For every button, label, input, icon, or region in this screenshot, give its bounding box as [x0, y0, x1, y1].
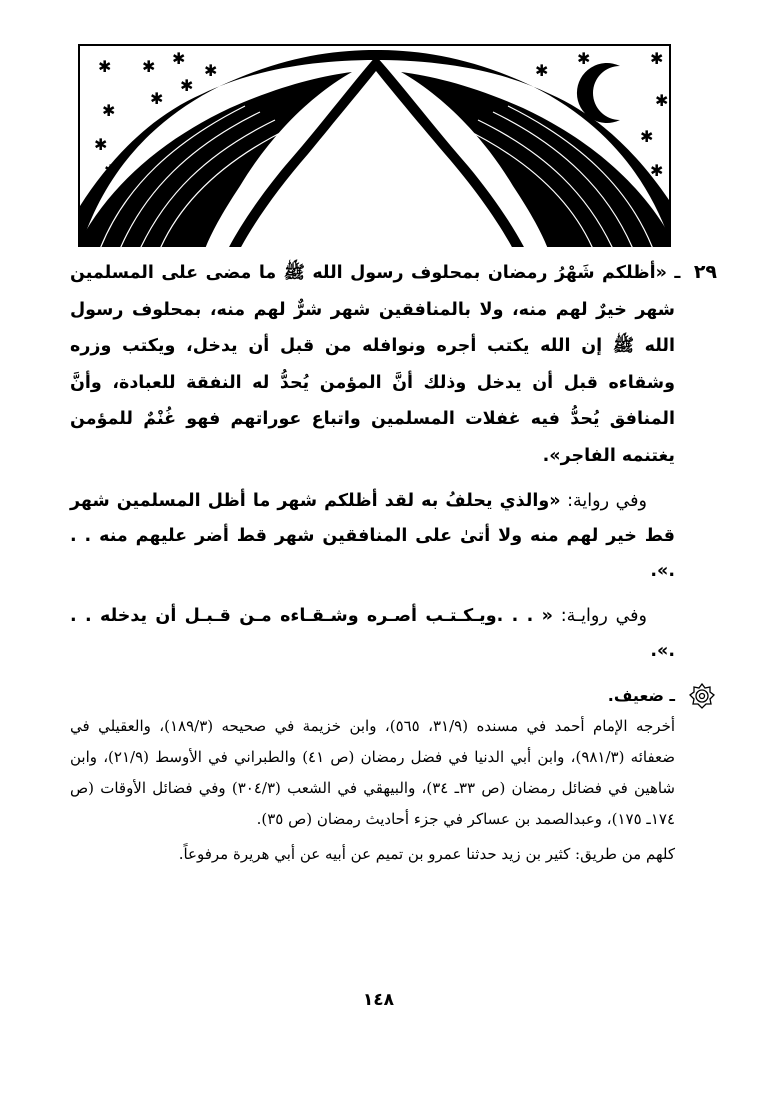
svg-text:✱: ✱: [94, 135, 108, 154]
grade-line: [70, 681, 675, 711]
svg-text:✱: ✱: [102, 101, 116, 120]
svg-text:✱: ✱: [142, 57, 156, 76]
svg-text:✱: ✱: [650, 161, 664, 180]
takhrij-paragraph: أخرجه الإمام أحمد في مسنده (٣١/٩، ٥٦٥)، وابن خزيمة في صحيحه (١٨٩/٣)، والعقيلي في ضعفائه (٩٨١/٣)، وابن أبي الدنيا في فضل رمضان (ص ٤١) والطبراني في الأوسط (٢١/٩)، وابن شاهين في فضائل رمضان (ص ٣٣ـ ٣٤)، والبيهقي في الشعب (٣٠٤/٣) وفي فضائل الأوقات (ص ١٧٤ـ ١٧٥)، وعبدالصمد بن عساكر في جزء أحاديث رمضان (ص ٣٥).: [70, 717, 676, 828]
hadith-number: ٢٩: [693, 261, 718, 283]
variant-1-label: وفي رواية:: [560, 491, 647, 511]
curtain-and-stars-art: [80, 46, 671, 247]
svg-text:✱: ✱: [640, 127, 654, 146]
page-number: ١٤٨: [362, 990, 395, 1010]
grade-text: ـ ضعيف.: [607, 686, 675, 705]
page-body: [70, 254, 718, 870]
svg-text:✱: ✱: [172, 49, 186, 68]
rosette-icon: [689, 683, 715, 709]
svg-text:✱: ✱: [180, 76, 194, 95]
variant-2-label: وفي روايـة:: [552, 606, 647, 626]
svg-text:✱: ✱: [577, 49, 591, 68]
hadith-text: «أظلكم شَهْرُ رمضان بمحلوف رسول الله ﷺ ما مضى على المسلمين شهر خيرٌ لهم منه، ولا بالمنافقين شهر شرٌّ لهم منه، بمحلوف رسول الله ﷺ إن الله يكتب أجره ونوافله من قبل أن يدخل، ويكتب وزره وشقاءه قبل أن يدخل وذلك أنَّ المؤمن يُحدُّ له النفقة للعبادة، وأنَّ المنافق يُحدُّ فيه غفلات المسلمين واتباع عوراتهم فهو غُنْمٌ للمؤمن يغتنمه الفاجر».: [70, 263, 675, 466]
hadith-paragraph: [70, 254, 718, 474]
svg-text:✱: ✱: [650, 49, 664, 68]
variant-1-text: «والذي يحلفُ به لقد أظلكم شهر ما أظل المسلمين شهر قط خير لهم منه ولا أتىٰ على المنافقين شهر قط أضر عليهم منه . . .».: [70, 491, 675, 581]
hadith-dash: ـ: [674, 263, 681, 283]
svg-text:✱: ✱: [535, 61, 549, 80]
variant-1: [70, 484, 675, 589]
variant-2-text: « . . .ويـكـتـب أصـره وشـقـاءه مـن قـبـل أن يدخله . . .».: [70, 606, 675, 661]
svg-text:✱: ✱: [104, 161, 118, 180]
chain-paragraph: كلهم من طريق: كثير بن زيد حدثنا عمرو بن تميم عن أبيه عن أبي هريرة مرفوعاً.: [178, 845, 675, 863]
header-illustration: [78, 44, 671, 247]
svg-text:✱: ✱: [204, 61, 218, 80]
variant-2: [70, 599, 675, 669]
svg-text:✱: ✱: [655, 91, 669, 110]
svg-text:✱: ✱: [150, 89, 164, 108]
svg-text:✱: ✱: [98, 57, 112, 76]
